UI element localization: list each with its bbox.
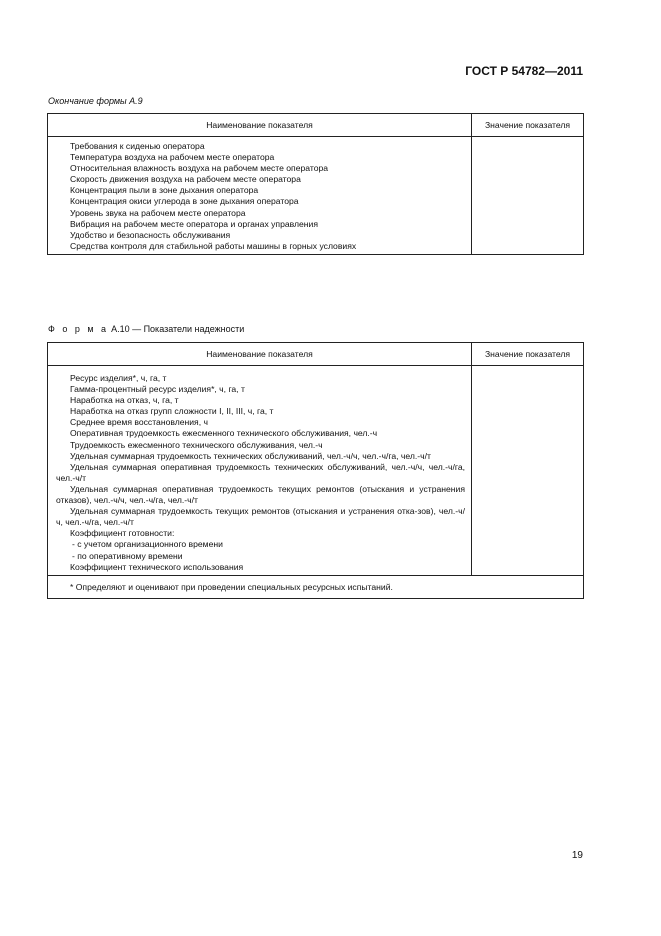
standard-code: ГОСТ Р 54782—2011 bbox=[465, 64, 583, 78]
form-a10-caption-title: А.10 — Показатели надежности bbox=[108, 324, 245, 334]
indicator-list-cell bbox=[48, 137, 472, 255]
page-number: 19 bbox=[571, 850, 583, 861]
column-header-name: Наименование показателя bbox=[48, 343, 472, 366]
footnote-row bbox=[48, 575, 584, 598]
list-item: Уровень звука на рабочем месте оператора bbox=[70, 207, 246, 218]
list-item: Гамма-процентный ресурс изделия*, ч, га, т bbox=[70, 384, 245, 395]
list-item: Коэффициент готовности: bbox=[70, 528, 175, 539]
table-body-row bbox=[48, 137, 584, 255]
list-item: - по оперативному времени bbox=[72, 550, 183, 561]
form-a9-caption: Окончание формы А.9 bbox=[48, 96, 143, 106]
form-a9-table bbox=[47, 113, 584, 255]
list-item: Наработка на отказ, ч, га, т bbox=[70, 395, 179, 406]
list-item: - с учетом организационного времени bbox=[72, 539, 223, 550]
list-item: Скорость движения воздуха на рабочем месте оператора bbox=[70, 174, 301, 185]
list-item: Удельная суммарная оперативная трудоемкость текущих ремонтов (отыскания и устранения отказов), чел.-ч/ч, чел.-ч/га, чел.-ч/т bbox=[56, 483, 465, 506]
form-a10-caption bbox=[48, 324, 244, 334]
list-item: Трудоемкость ежесменного технического обслуживания, чел.-ч bbox=[70, 439, 323, 450]
form-a10-table bbox=[47, 342, 584, 599]
form-a10-caption-prefix: Ф о р м а bbox=[48, 324, 109, 334]
indicator-list-cell bbox=[48, 366, 472, 576]
column-header-value: Значение показателя bbox=[472, 343, 584, 366]
list-item: Наработка на отказ групп сложности I, II, III, ч, га, т bbox=[70, 406, 274, 417]
table-body-row bbox=[48, 366, 584, 576]
list-item: Удельная суммарная трудоемкость текущих ремонтов (отыскания и устранения отка-зов), чел.-ч/ч, чел.-ч/га, чел.-ч/т bbox=[56, 506, 465, 528]
list-item: Оперативная трудоемкость ежесменного технического обслуживания, чел.-ч bbox=[70, 428, 378, 439]
list-item: Среднее время восстановления, ч bbox=[70, 417, 208, 428]
value-cell bbox=[472, 366, 584, 576]
value-cell bbox=[472, 137, 584, 255]
list-item: Коэффициент технического использования bbox=[70, 561, 244, 572]
list-item: Температура воздуха на рабочем месте оператора bbox=[70, 152, 275, 163]
list-item: Удобство и безопасность обслуживания bbox=[70, 229, 231, 240]
list-item: Вибрация на рабочем месте оператора и органах управления bbox=[70, 218, 319, 229]
list-item: Относительная влажность воздуха на рабочем месте оператора bbox=[70, 163, 329, 174]
column-header-name: Наименование показателя bbox=[48, 114, 472, 137]
column-header-value: Значение показателя bbox=[472, 114, 584, 137]
table-header-row bbox=[48, 343, 584, 366]
footnote: * Определяют и оценивают при проведении специальных ресурсных испытаний. bbox=[48, 575, 584, 598]
list-item: Средства контроля для стабильной работы машины в горных условиях bbox=[70, 240, 357, 251]
list-item: Концентрация пыли в зоне дыхания оператора bbox=[70, 185, 259, 196]
list-item: Удельная суммарная трудоемкость технических обслуживаний, чел.-ч/ч, чел.-ч/га, чел.-ч/т bbox=[70, 450, 431, 461]
list-item: Ресурс изделия*, ч, га, т bbox=[70, 373, 167, 383]
list-item: Удельная суммарная оперативная трудоемкость технических обслуживаний, чел.-ч/ч, чел.-ч/га, чел.-ч/т bbox=[56, 461, 465, 483]
table-header-row bbox=[48, 114, 584, 137]
list-item: Требования к сиденью оператора bbox=[70, 141, 205, 151]
list-item: Концентрация окиси углерода в зоне дыхания оператора bbox=[70, 196, 299, 207]
